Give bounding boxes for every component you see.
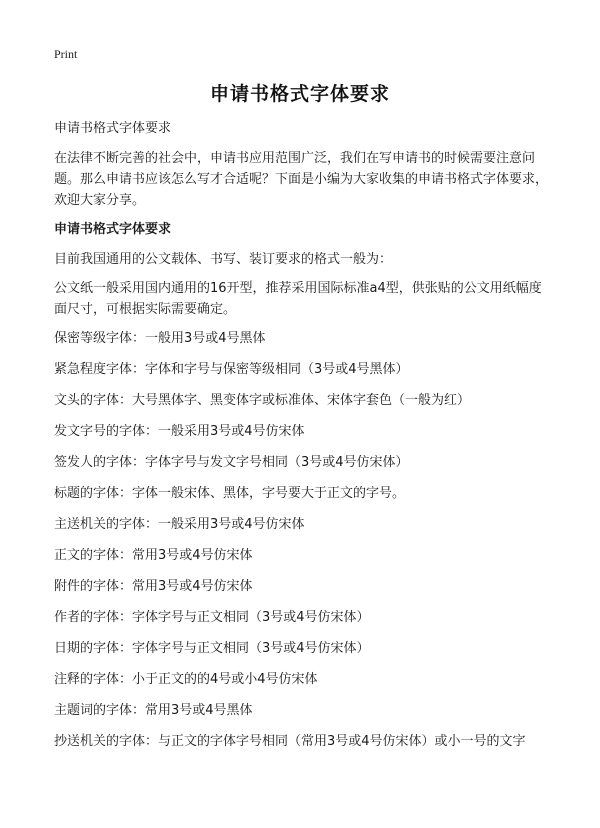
list-item: 主送机关的字体：一般采用3号或4号仿宋体 — [54, 517, 305, 532]
paragraph-format-general: 目前我国通用的公文载体、书写、装订要求的格式一般为： — [54, 252, 393, 267]
list-item: 主题词的字体：常用3号或4号黑体 — [54, 703, 253, 718]
print-link[interactable]: Print — [54, 47, 78, 61]
list-item: 日期的字体：字体字号与正文相同（3号或4号仿宋体） — [54, 641, 370, 656]
document-title: 申请书格式字体要求 — [209, 83, 390, 105]
list-item: 作者的字体：字体字号与正文相同（3号或4号仿宋体） — [54, 610, 370, 625]
list-item: 紧急程度字体：字体和字号与保密等级相同（3号或4号黑体） — [54, 362, 409, 377]
list-item: 正文的字体：常用3号或4号仿宋体 — [54, 548, 253, 563]
list-item: 签发人的字体：字体字号与发文字号相同（3号或4号仿宋体） — [54, 455, 409, 470]
list-item: 附件的字体：常用3号或4号仿宋体 — [54, 579, 253, 594]
list-item: 保密等级字体：一般用3号或4号黑体 — [54, 331, 266, 346]
list-item: 文头的字体：大号黑体字、黑变体字或标准体、宋体字套色（一般为红） — [54, 393, 471, 408]
list-item: 发文字号的字体：一般采用3号或4号仿宋体 — [54, 424, 305, 439]
document-body — [54, 118, 550, 762]
list-item: 标题的字体：字体一般宋体、黑体，字号要大于正文的字号。 — [54, 486, 406, 501]
list-item: 抄送机关的字体：与正文的字体字号相同（常用3号或4号仿宋体）或小一号的文字 — [54, 734, 526, 749]
section-heading: 申请书格式字体要求 — [54, 222, 172, 237]
list-item: 注释的字体：小于正文的的4号或小4号仿宋体 — [54, 672, 318, 687]
intro-paragraph: 在法律不断完善的社会中，申请书应用范围广泛，我们在写申请书的时候需要注意问题。那么申请书应该怎么写才合适呢？下面是小编为大家收集的申请书格式字体要求，欢迎大家分享。 — [54, 151, 549, 208]
document-subtitle: 申请书格式字体要求 — [54, 121, 172, 136]
paragraph-paper-size: 公文纸一般采用国内通用的16开型，推荐采用国际标准a4型，供张贴的公文用纸幅度面尺寸，可根据实际需要确定。 — [54, 281, 542, 317]
font-requirements-list — [54, 328, 550, 762]
